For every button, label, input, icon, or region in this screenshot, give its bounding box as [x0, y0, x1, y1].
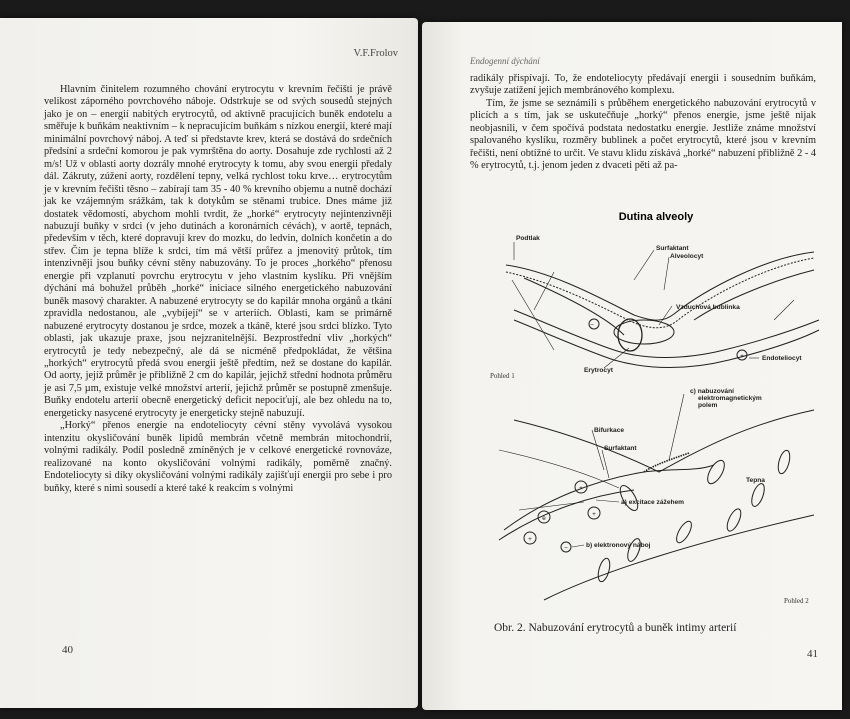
erythrocyte-2: [704, 458, 727, 487]
label-podtlak: Podtlak: [516, 235, 540, 242]
branch-wall-upper: [504, 465, 714, 530]
erythrocyte-4: [776, 449, 792, 475]
plus-sign-3: +: [592, 511, 596, 518]
misc-strokes: [512, 272, 794, 350]
label-tepna: Tepna: [746, 477, 765, 484]
figure-title: Dutina alveoly: [618, 211, 694, 223]
label-elmag-1: c) nabuzování: [690, 388, 734, 395]
erythrocyte-5: [724, 507, 743, 533]
label-surfaktant-top: Surfaktant: [656, 245, 689, 252]
air-bubble: [614, 320, 674, 344]
label-pohled-1: Pohled 1: [490, 372, 515, 380]
paragraph: Tím, že jsme se seznámili s průběhem energetického nabuzování erytrocytů v plicích a s tím, jak se uskutečňuje „horký“ přenos energie, jsme ještě nijak neobjasnili, v čem spočívá podstata nedostatku energie. Jestliže známe množství spalovaného kyslíku, rozměry bublinek a počet erytrocytů, které jsou v krevním řečišti, není obtížné to určit. Ve stavu klidu získává „horké“ nabuzení přibližně 2 - 4 % erytrocytů, t.j. jenom jeden z dvaceti pěti až pa-: [470, 97, 816, 172]
artery-wall-upper: [514, 410, 814, 472]
minus-sign-1: −: [590, 322, 594, 329]
label-surfaktant-bottom: Surfaktant: [604, 445, 637, 452]
branch-wall-lower: [499, 490, 634, 540]
label-elmag-3: polem: [698, 402, 718, 409]
label-elmag-2: elektromagnetickým: [698, 395, 762, 402]
left-body-text: [44, 84, 392, 495]
label-excitace: a) excitace zážehem: [621, 499, 685, 506]
surfactant-line: [506, 258, 814, 328]
electron-sign: e: [542, 515, 546, 522]
erythrocyte-6: [674, 519, 695, 545]
plus-sign-1: +: [740, 353, 744, 360]
running-head-left: V.F.Frolov: [353, 48, 398, 59]
paragraph: „Horký“ přenos energie na endoteliocyty cévní stěny vyvolává vysokou intenzitu okysličování buněk lipidů membrán včetně membrán mitochondrií, volnými radikály. Podíl posledně zmíněných je v celkové energetické rovnováze, realizované na konto okysličování volnými radikály, poměrně značný. Endoteliocyty si díky okysličování volnými radikály zajišťují energii pro sebe i pro buňky, které s nimi sousedí a které také k reakcím s volnými: [44, 420, 392, 494]
label-endoteliocyt: Endoteliocyt: [762, 355, 802, 362]
figure-caption: Obr. 2. Nabuzování erytrocytů a buněk intimy arterií: [494, 622, 737, 634]
alveolar-wall-upper: [506, 252, 814, 320]
right-page: [422, 22, 842, 710]
erythrocyte-7: [625, 537, 643, 563]
view-1-drawing: [506, 252, 819, 368]
label-vzduchova-bublinka: Vzduchová bublinka: [676, 304, 740, 311]
capillary-wall: [514, 310, 819, 358]
erythrocyte-3: [749, 482, 767, 508]
minus-sign-2: −: [564, 545, 568, 552]
figure-alveola-diagram: [484, 210, 829, 615]
paragraph: Hlavním činitelem rozumného chování erytrocytu v krevním řečišti je právě velikost záporného povrchového náboje. Odstrkuje se od svých sousedů stejných jako je on – energií nabitých erytrocytů, od aktivně pracujících buněk endotelu a směřuje k buňkám neaktivním – k nepracujícím buňkám s nízkou energií, které mají minimální povrchový náboj. A teď si představte krev, která se dostává do srdečních předsíní a srdeční komorou je pak vymrštěna do aorty. Dosahuje zde rychlosti až 2 m/s! Už v oblasti aorty dozrály mnohé erytrocyty k tomu, aby svou energii předaly dál. Zákruty, zúžení aorty, rozdělení tepny, velká rychlost toku krve… erytrocytům je v krevním řečišti těsno – zabírají tam 35 - 40 % krevního objemu a nutně dochází jak ke vzájemným srážkám, tak k dotykům se stěnami trubice. Dnes máme již dostatek vědomostí, abychom mohli tvrdit, že „horké“ erytrocyty nejintenzivněji nabuzují buňky v srdci (v jeho dutinách a koronárních cévách), v aortě, tepnách, především v těch, které dopravují krev do mozku, do ledvin, dolních končetin a do střev. Čím je tepna blíže k srdci, tím má větší průřez a jmenovitý průtok, tím intenzivněji jsou buňky cévní stěny nabuzovány. To je proces „horkého“ přenosu energie při vzplanutí povrchu erytrocytu v jeho vlastním kyslíku. Při vnějším dýchání má bohužel průběh „horké“ iniciace silného energetického nabuzování buněk masový charakter. A nabuzené erytrocyty se do kapilár mnoha orgánů a tkání zpravidla nedostanou, ale „vybíjejí“ se v arteriích. Oblasti, kam se primárně nabuzené erytrocyty dostanou je srdce, mozek a tkáně, které jsou srdci blízko. Tyto oblasti, jak ukazuje praxe, jsou nejzranitelnější. Bezprostřední vliv „horkých“ erytrocytů je tedy nebezpečný, ale dá se nicméně předpokládat, že většina „horkých“ erytrocytů předá svou energii ještě předtím, než se dostane do kapilár. Od aorty, jejíž průměr je přibližně 2 cm do kapilár, jejichž střední hodnota průměru je asi 7,5 µm, existuje velké množství arterií, jejichž průměr se postupně zmenšuje. Buňky endotelu arterií obecně energetický deficit nepociťují, ale bez ohledu na to, energeticky nasycené erytrocyty je energeticky stejně nabuzují.: [44, 84, 392, 419]
label-erytrocyt: Erytrocyt: [584, 367, 613, 374]
label-alveolocyt: Alveolocyt: [670, 253, 704, 260]
plus-sign-2: +: [579, 485, 583, 492]
paragraph: radikály přispívají. To, že endoteliocyty předávají energii i sousedním buňkám, zvyšuje zatížení jejich membránového komplexu.: [470, 73, 816, 97]
right-body-text: [470, 73, 816, 173]
diagram-svg: [484, 210, 829, 615]
running-head-right: Endogenní dýchání: [470, 56, 540, 66]
page-number-right: 41: [807, 648, 818, 660]
plus-sign-4: +: [528, 536, 532, 543]
label-bifurkace: Bifurkace: [594, 427, 625, 434]
erythrocyte: [618, 319, 642, 351]
erythrocyte-9: [617, 483, 641, 513]
page-number-left: 40: [62, 644, 73, 656]
erythrocyte-8: [596, 557, 612, 583]
label-naboj: b) elektronový náboj: [586, 542, 651, 549]
label-pohled-2: Pohled 2: [784, 597, 809, 605]
artery-wall-lower: [544, 515, 814, 600]
left-page: [0, 18, 418, 708]
